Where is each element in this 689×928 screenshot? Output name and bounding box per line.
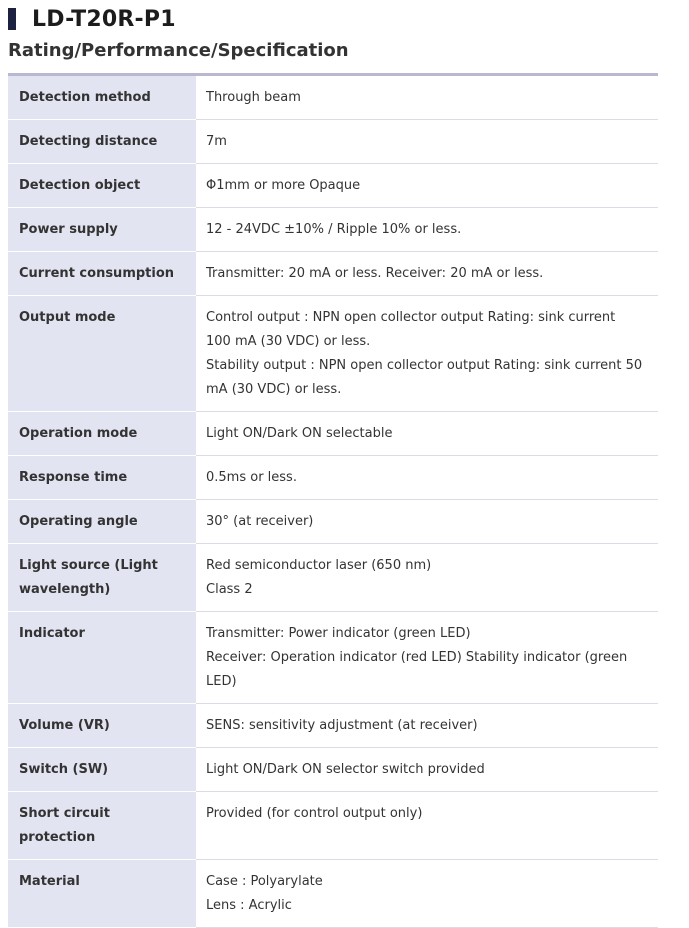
spec-value-line: Case : Polyarylate (206, 874, 323, 889)
spec-value-line: 12 - 24VDC ±10% / Ripple 10% or less. (206, 222, 462, 237)
spec-row (8, 544, 658, 612)
spec-value-line: Transmitter: 20 mA or less. Receiver: 20 mA or less. (206, 266, 544, 281)
spec-value-line: SENS: sensitivity adjustment (at receiver) (206, 718, 478, 733)
product-title: LD-T20R-P1 (32, 6, 176, 32)
spec-row (8, 748, 658, 792)
spec-row (8, 296, 658, 412)
spec-label-text: Operation mode (19, 426, 138, 441)
spec-row (8, 860, 658, 928)
spec-value-line: Light ON/Dark ON selectable (206, 426, 393, 441)
spec-label (8, 792, 196, 860)
spec-label (8, 544, 196, 612)
spec-label-text: Power supply (19, 222, 118, 237)
spec-label-text: Light source (Light wavelength) (19, 558, 158, 597)
spec-value-line: Transmitter: Power indicator (green LED) (206, 626, 471, 641)
spec-label-text: Current consumption (19, 266, 175, 281)
spec-row (8, 412, 658, 456)
spec-value-line: Lens : Acrylic (206, 898, 292, 913)
spec-value-line: 30° (at receiver) (206, 514, 314, 529)
spec-row (8, 456, 658, 500)
spec-value-line: Class 2 (206, 582, 253, 597)
spec-label-text: Detecting distance (19, 134, 158, 149)
spec-label-text: Switch (SW) (19, 762, 109, 777)
section-heading: Rating/Performance/Specification (8, 40, 349, 61)
spec-table-body (8, 76, 658, 928)
spec-label-text: Indicator (19, 626, 85, 641)
spec-label (8, 164, 196, 208)
spec-label (8, 76, 196, 120)
spec-value-line: 7m (206, 134, 227, 149)
spec-label (8, 208, 196, 252)
spec-value-line: Stability output : NPN open collector output Rating: sink current 50 mA (30 VDC) or less. (206, 358, 643, 397)
spec-label-text: Response time (19, 470, 128, 485)
spec-value (196, 792, 658, 860)
spec-label-text: Short circuit protection (19, 806, 110, 845)
spec-label (8, 296, 196, 412)
spec-label-text: Operating angle (19, 514, 138, 529)
spec-row (8, 208, 658, 252)
spec-row (8, 164, 658, 208)
spec-label-text: Detection method (19, 90, 151, 105)
spec-value (196, 120, 658, 164)
spec-value-line: Control output : NPN open collector output Rating: sink current 100 mA (30 VDC) or less. (206, 310, 616, 349)
spec-label-text: Material (19, 874, 80, 889)
spec-value-line: Provided (for control output only) (206, 806, 423, 821)
product-title-block (8, 4, 176, 34)
spec-label (8, 120, 196, 164)
spec-label-text: Detection object (19, 178, 141, 193)
spec-value (196, 164, 658, 208)
spec-value (196, 296, 658, 412)
spec-row (8, 612, 658, 704)
spec-label-text: Volume (VR) (19, 718, 110, 733)
spec-label-text: Output mode (19, 310, 116, 325)
spec-value-line: Receiver: Operation indicator (red LED) Stability indicator (green LED) (206, 650, 628, 689)
spec-value-line: Red semiconductor laser (650 nm) (206, 558, 432, 573)
spec-value-line: Φ1mm or more Opaque (206, 178, 361, 193)
spec-label (8, 500, 196, 544)
spec-value (196, 748, 658, 792)
spec-value (196, 544, 658, 612)
spec-label (8, 704, 196, 748)
spec-label (8, 456, 196, 500)
spec-value (196, 208, 658, 252)
spec-value (196, 500, 658, 544)
spec-row (8, 704, 658, 748)
spec-row (8, 252, 658, 296)
spec-value (196, 456, 658, 500)
spec-value (196, 612, 658, 704)
spec-value (196, 76, 658, 120)
spec-value (196, 412, 658, 456)
spec-value (196, 704, 658, 748)
spec-label (8, 748, 196, 792)
spec-label (8, 252, 196, 296)
spec-table (8, 76, 658, 928)
spec-value (196, 252, 658, 296)
spec-label (8, 612, 196, 704)
spec-value-line: Through beam (206, 90, 301, 105)
spec-value-line: Light ON/Dark ON selector switch provided (206, 762, 485, 777)
spec-label (8, 860, 196, 928)
spec-row (8, 500, 658, 544)
title-accent-bar (8, 8, 16, 30)
spec-value-line: 0.5ms or less. (206, 470, 297, 485)
spec-value (196, 860, 658, 928)
spec-row (8, 792, 658, 860)
spec-row (8, 120, 658, 164)
spec-label (8, 412, 196, 456)
spec-row (8, 76, 658, 120)
